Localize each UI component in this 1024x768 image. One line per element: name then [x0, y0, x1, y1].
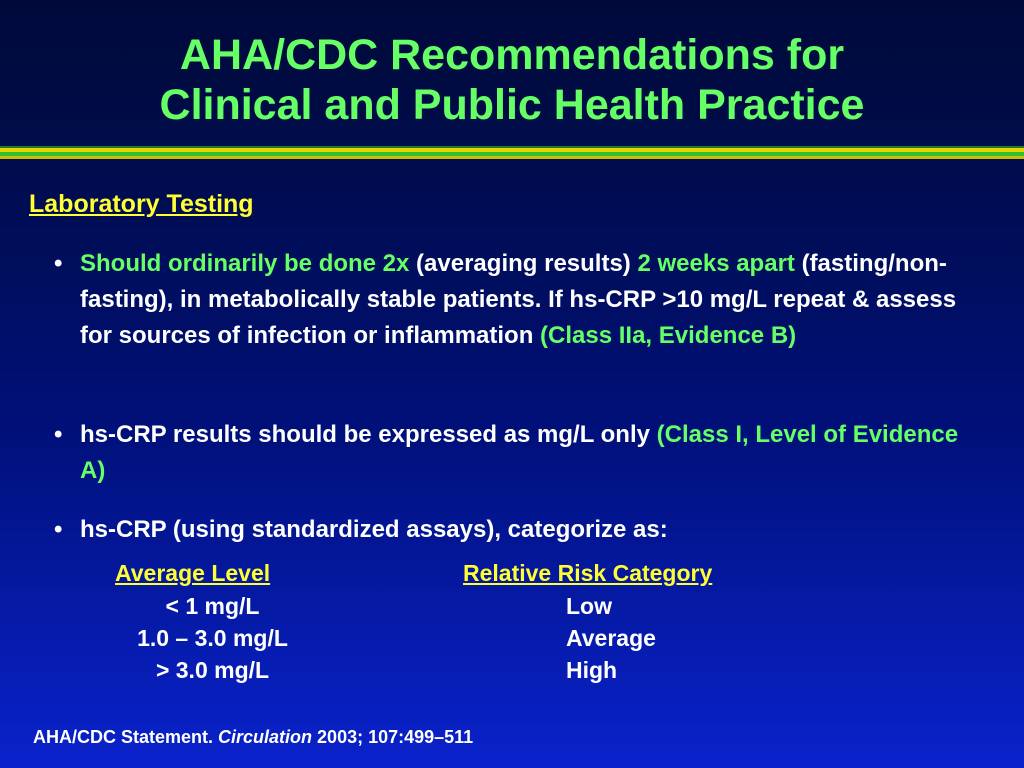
- table-cell-level-high: > 3.0 mg/L: [155, 657, 270, 683]
- table-cell-level-average: 1.0 – 3.0 mg/L: [137, 625, 288, 651]
- slide-title-line-1: AHA/CDC Recommendations for: [179, 31, 845, 79]
- bullet-3-white-a: hs-CRP (using standardized assays), categorize as:: [80, 516, 668, 543]
- bullet-dot-icon: •: [54, 421, 63, 448]
- bullet-1-white-b: (fasting/non-fasting), in metabolically stable patients. If hs-CRP >10 mg/L repeat & assess for sources of infection or inflammation: [80, 250, 957, 349]
- table-cell-level-low: < 1 mg/L: [165, 593, 260, 619]
- citation-journal: Circulation: [218, 727, 313, 747]
- table-header-average-level: Average Level: [115, 560, 271, 586]
- title-divider-olive: [0, 156, 1024, 159]
- bullet-dot-icon: •: [54, 250, 63, 277]
- bullet-1-green-c: (Class IIa, Evidence B): [540, 322, 797, 349]
- bullet-2-green-a: (Class I, Level of Evidence A): [80, 421, 959, 484]
- bullet-1-green-a: Should ordinarily be done 2x: [80, 250, 410, 277]
- bullet-dot-icon: •: [54, 516, 63, 543]
- bullet-2-white-a: hs-CRP results should be expressed as mg/L only: [80, 421, 657, 448]
- bullet-item-3: [54, 512, 980, 548]
- slide-title: [0, 30, 1024, 130]
- bullet-1-white-a: (averaging results): [409, 250, 638, 277]
- table-cell-risk-high: High: [566, 657, 618, 683]
- slide-title-line-2: Clinical and Public Health Practice: [159, 81, 865, 129]
- citation-suffix: 2003; 107:499–511: [312, 727, 474, 747]
- citation: [33, 727, 473, 748]
- citation-prefix: AHA/CDC Statement.: [33, 727, 219, 747]
- table-cell-risk-average: Average: [566, 625, 656, 651]
- bullet-1-green-b: 2 weeks apart: [637, 250, 795, 277]
- table-cell-risk-low: Low: [566, 593, 612, 619]
- section-heading: Laboratory Testing: [29, 190, 254, 218]
- bullet-item-2: [54, 417, 980, 489]
- table-header-risk-category: Relative Risk Category: [463, 560, 713, 586]
- bullet-item-1: [54, 246, 980, 354]
